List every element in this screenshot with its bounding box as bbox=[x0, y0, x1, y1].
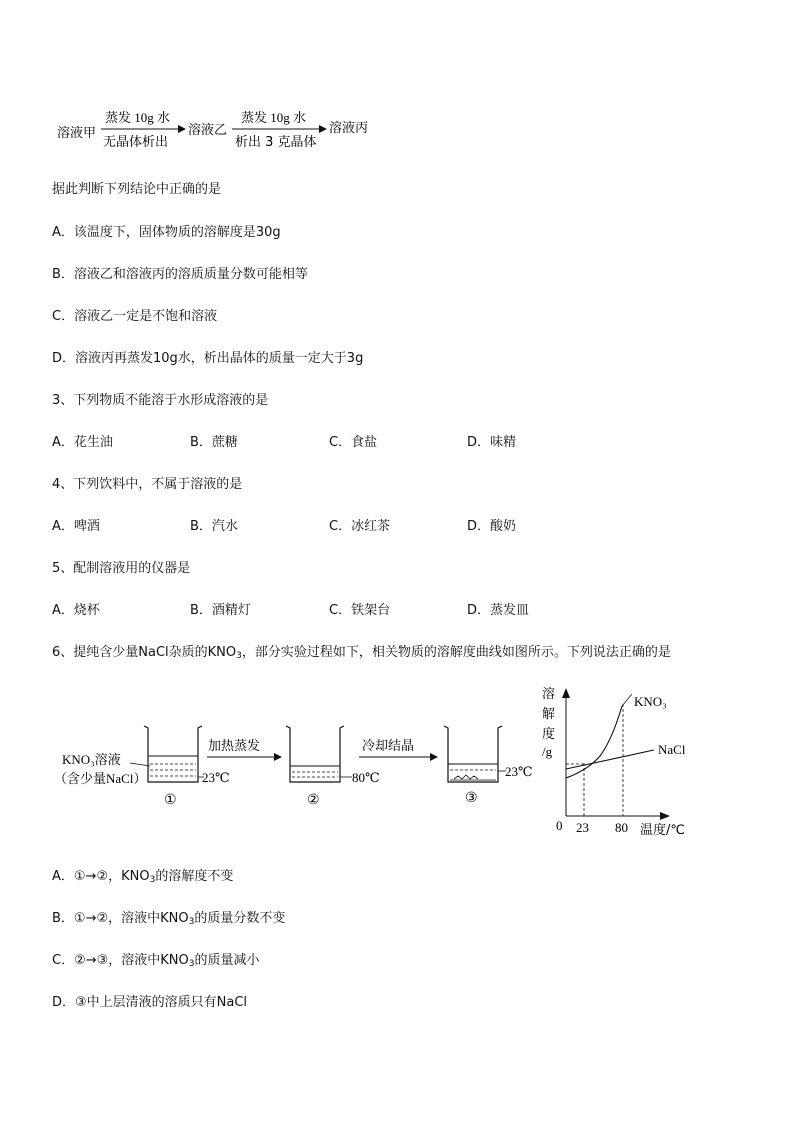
y-label-char-3: 度 bbox=[542, 727, 556, 742]
beaker-3-number: ③ bbox=[465, 791, 478, 806]
x-tick-80: 80 bbox=[615, 820, 628, 835]
q5-option-c: C．铁架台 bbox=[329, 603, 391, 618]
q3-option-a: A．花生油 bbox=[52, 435, 113, 450]
q3-option-d: D．味精 bbox=[467, 435, 517, 450]
q4-option-b: B．汽水 bbox=[190, 519, 238, 534]
beaker-1 bbox=[144, 726, 202, 782]
q5-option-d: D．蒸发皿 bbox=[467, 603, 530, 618]
q2-option-d: D．溶液丙再蒸发10g水，析出晶体的质量一定大于3g bbox=[52, 351, 364, 366]
step-cool-crystallize: 冷却结晶 bbox=[362, 739, 415, 754]
q5-stem: 5、配制溶液用的仪器是 bbox=[52, 561, 191, 576]
flow-arrow1-bottom: 无晶体析出 bbox=[103, 135, 169, 150]
experiment-figure bbox=[52, 678, 542, 818]
y-label-char-2: 解 bbox=[542, 707, 556, 722]
flow-arrow2-bottom: 析出 3 克晶体 bbox=[235, 135, 317, 150]
beaker-2-temp: 80℃ bbox=[352, 770, 380, 785]
kno3-series-label: KNO₃ bbox=[634, 694, 667, 709]
q6-stem: 6、提纯含少量NaCl杂质的$KNO_3$，部分实验过程如下，相关物质的溶解度曲线如图所示。下列说法正确的是 bbox=[52, 645, 671, 661]
y-label-char-4: /g bbox=[542, 744, 553, 759]
flow-mid: 溶液乙 bbox=[188, 123, 228, 138]
q4-option-d: D．酸奶 bbox=[467, 519, 517, 534]
q4-option-c: C．冰红茶 bbox=[329, 519, 391, 534]
beaker-1-temp: 23℃ bbox=[202, 770, 230, 785]
q6-option-c: C．②→③，溶液中$KNO_3$的质量减小 bbox=[52, 953, 260, 969]
y-label-char-1: 溶 bbox=[542, 687, 556, 702]
x-axis-label: 温度/℃ bbox=[640, 823, 685, 838]
x-tick-23: 23 bbox=[576, 820, 589, 835]
q3-stem: 3、下列物质不能溶于水形成溶液的是 bbox=[52, 393, 269, 408]
nacl-series-label: NaCl bbox=[658, 742, 686, 757]
q2-option-c: C．溶液乙一定是不饱和溶液 bbox=[52, 309, 218, 324]
q5-option-b: B．酒精灯 bbox=[190, 603, 251, 618]
q5-option-a: A．烧杯 bbox=[52, 603, 100, 618]
nacl-line bbox=[566, 750, 654, 769]
beaker-3 bbox=[444, 726, 502, 782]
q4-stem: 4、下列饮料中，不属于溶液的是 bbox=[52, 477, 243, 492]
q6-option-a: A．①→②，$KNO_3$的溶解度不变 bbox=[52, 869, 234, 885]
q2-stem: 据此判断下列结论中正确的是 bbox=[52, 182, 222, 197]
q6-option-b: B．①→②，溶液中$KNO_3$的质量分数不变 bbox=[52, 911, 286, 927]
q3-option-b: B．蔗糖 bbox=[190, 435, 238, 450]
q2-option-a: A．该温度下，固体物质的溶解度是30g bbox=[52, 225, 281, 240]
beaker-2-number: ② bbox=[307, 793, 320, 808]
q4-option-a: A．啤酒 bbox=[52, 519, 100, 534]
flow-arrow1-top: 蒸发 10g 水 bbox=[105, 110, 171, 125]
beaker-label-impurity: （含少量NaCl） bbox=[54, 771, 147, 786]
beaker-2 bbox=[286, 726, 344, 782]
flow-end: 溶液丙 bbox=[329, 121, 369, 136]
beaker-label-solution: KNO₃溶液 bbox=[62, 752, 121, 767]
beaker-3-temp: 23℃ bbox=[505, 764, 533, 779]
origin-label: 0 bbox=[556, 818, 563, 833]
flow-start: 溶液甲 bbox=[57, 126, 97, 141]
evaporation-flow-diagram bbox=[55, 106, 385, 154]
q6-option-d: D．③中上层清液的溶质只有NaCl bbox=[52, 995, 248, 1010]
q2-option-b: B．溶液乙和溶液丙的溶质质量分数可能相等 bbox=[52, 267, 308, 282]
solubility-chart bbox=[536, 682, 736, 842]
beaker-1-number: ① bbox=[164, 793, 177, 808]
step-heat-evaporate: 加热蒸发 bbox=[208, 739, 261, 754]
flow-arrow2-top: 蒸发 10g 水 bbox=[241, 110, 307, 125]
q3-option-c: C．食盐 bbox=[329, 435, 378, 450]
